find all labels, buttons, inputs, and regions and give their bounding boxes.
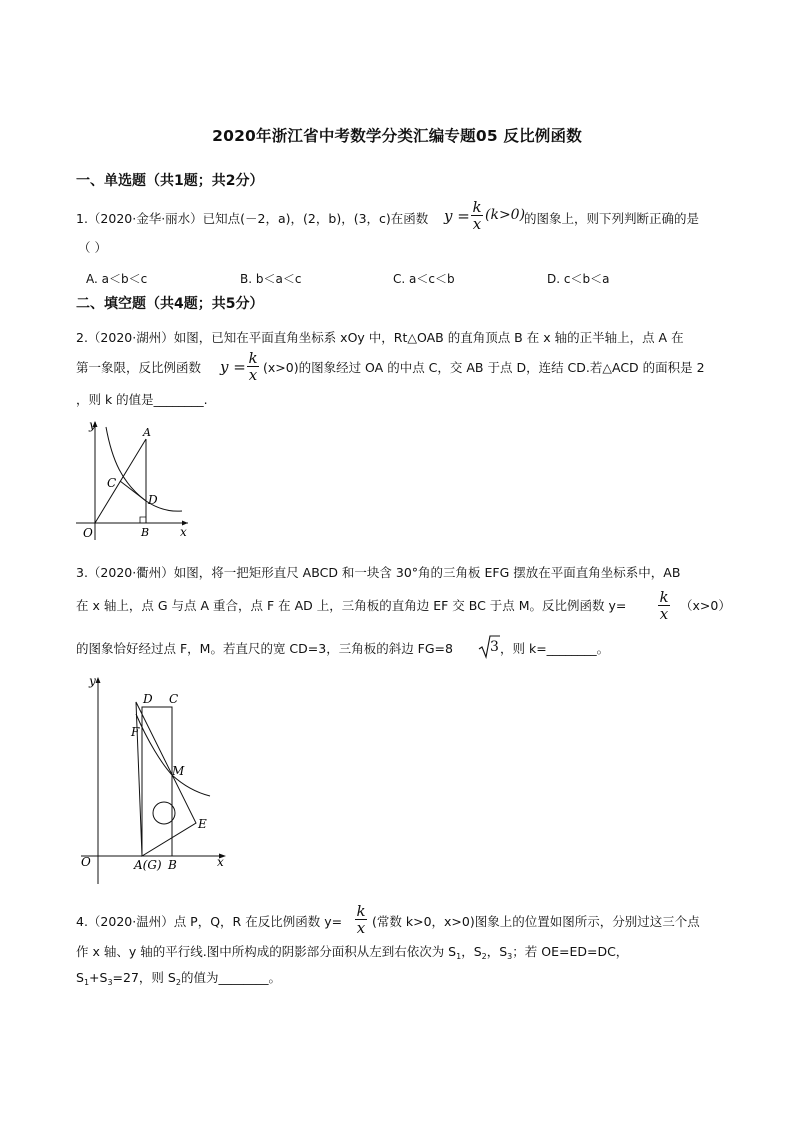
section-heading-fill-blank: 二、填空题（共4题；共5分） <box>76 296 264 312</box>
q2-function-y: y = <box>220 358 246 376</box>
page-title: 2020年浙江省中考数学分类汇编专题05 反比例函数 <box>212 127 582 145</box>
q3-triangle-EFG <box>136 702 196 856</box>
q2-label-A: A <box>143 426 151 439</box>
q3-label-B: B <box>168 858 177 872</box>
q4-line1-start: 4.（2020·温州）点 P，Q，R 在反比例函数 y= <box>76 914 343 929</box>
q4-line3-a: S <box>76 970 84 985</box>
q1-function-y: y = <box>444 207 470 225</box>
q2-right-angle-mark <box>140 517 146 523</box>
q1-text-end: 的图象上，则下列判断正确的是 <box>524 211 700 226</box>
section-heading-single-choice: 一、单选题（共1题；共2分） <box>76 173 264 189</box>
q4-line2-text: 作 x 轴、y 轴的平行线.图中所构成的阴影部分面积从左到右依次为 S <box>76 944 457 959</box>
q4-sep2: ，S <box>486 944 508 959</box>
q3-line3-start: 的图象恰好经过点 F，M。若直尺的宽 CD=3，三角板的斜边 FG=8 <box>76 641 453 656</box>
q3-label-x: x <box>217 855 224 869</box>
q1-choice-c[interactable]: C. a＜c＜b <box>393 272 455 286</box>
q3-label-C: C <box>169 692 179 706</box>
q4-line3-sub2: 2 <box>175 978 181 987</box>
q3-label-D: D <box>143 692 153 706</box>
q4-fraction <box>355 904 367 935</box>
q3-frac-den: x <box>659 605 669 623</box>
q4-line3-sub1: 1 <box>83 978 90 987</box>
q2-line3: ，则 k 的值是________. <box>76 392 208 407</box>
q1-frac-num: k <box>472 198 482 216</box>
q3-label-M: M <box>172 764 185 778</box>
q2-label-B: B <box>141 526 150 539</box>
q2-frac-den: x <box>248 366 258 384</box>
q2-label-C: C <box>107 476 117 490</box>
q4-sub-s2: 2 <box>481 952 487 961</box>
q4-line3-c: =27，则 S <box>112 970 176 985</box>
q2-label-x: x <box>180 525 187 539</box>
q4-line2 <box>76 944 628 962</box>
q1-choice-a[interactable]: A. a＜b＜c <box>86 272 148 286</box>
q4-sep1: ，S <box>461 944 482 959</box>
q4-line3-sub3: 3 <box>107 978 113 987</box>
q4-line2-end: ；若 OE=ED=DC， <box>512 944 629 959</box>
q3-label-AG: A(G) <box>134 858 162 872</box>
q1-condition: (k>0) <box>485 207 526 223</box>
q1-answer-bracket: （ ） <box>78 240 107 255</box>
q1-choice-b[interactable]: B. b＜a＜c <box>240 272 302 286</box>
q4-frac-den: x <box>356 919 366 937</box>
q4-sub-s1: 1 <box>456 952 462 961</box>
q3-ruler-rectangle <box>142 707 172 856</box>
q3-line2-end: （x>0） <box>680 598 731 613</box>
q2-frac-num: k <box>248 349 258 367</box>
q2-line2-start: 第一象限，反比例函数 <box>76 360 202 375</box>
q3-sqrt-value: 3 <box>490 639 499 655</box>
q3-figure <box>76 672 236 886</box>
q4-line3-b: +S <box>89 970 108 985</box>
q4-sub-s3: 3 <box>507 952 513 961</box>
q2-label-O: O <box>83 526 93 540</box>
q4-line3-d: 的值为________。 <box>180 970 281 985</box>
q3-label-y: y <box>89 674 96 688</box>
q3-sqrt <box>478 634 500 660</box>
q3-label-O: O <box>81 855 91 869</box>
q2-line1: 2.（2020·湖州）如图，已知在平面直角坐标系 xOy 中，Rt△OAB 的直角顶点 B 在 x 轴的正半轴上，点 A 在 <box>76 330 684 345</box>
q3-fraction <box>658 590 670 621</box>
q2-line2-end: (x>0)的图象经过 OA 的中点 C，交 AB 于点 D，连结 CD.若△ACD 的面积是 2 <box>263 360 705 375</box>
q3-label-E: E <box>198 817 207 831</box>
q2-fraction <box>247 351 259 382</box>
q3-line1: 3.（2020·衢州）如图，将一把矩形直尺 ABCD 和一块含 30°角的三角板 EFG 摆放在平面直角坐标系中，AB <box>76 565 681 580</box>
q2-label-y: y <box>89 418 96 432</box>
q3-frac-num: k <box>659 588 669 606</box>
q4-frac-num: k <box>356 902 366 920</box>
q1-fraction <box>471 200 483 231</box>
q2-label-D: D <box>148 493 158 507</box>
q3-label-F: F <box>131 725 140 739</box>
q1-text-start: 1.（2020·金华·丽水）已知点(－2，a)，(2，b)，(3，c)在函数 <box>76 211 429 226</box>
q3-hyperbola-curve <box>136 714 210 796</box>
q3-line3-end: ，则 k=________。 <box>500 641 610 656</box>
q3-line2-start: 在 x 轴上，点 G 与点 A 重合，点 F 在 AD 上，三角板的直角边 EF 交 BC 于点 M。反比例函数 y= <box>76 598 627 613</box>
q1-choice-d[interactable]: D. c＜b＜a <box>547 272 610 286</box>
q2-hyperbola-curve <box>106 427 182 511</box>
q2-figure <box>70 415 200 543</box>
q4-line1-end: (常数 k>0，x>0)图象上的位置如图所示，分别过这三个点 <box>372 914 700 929</box>
q3-y-arrow <box>96 677 101 683</box>
q1-frac-den: x <box>472 215 482 233</box>
q4-line3 <box>76 970 281 988</box>
